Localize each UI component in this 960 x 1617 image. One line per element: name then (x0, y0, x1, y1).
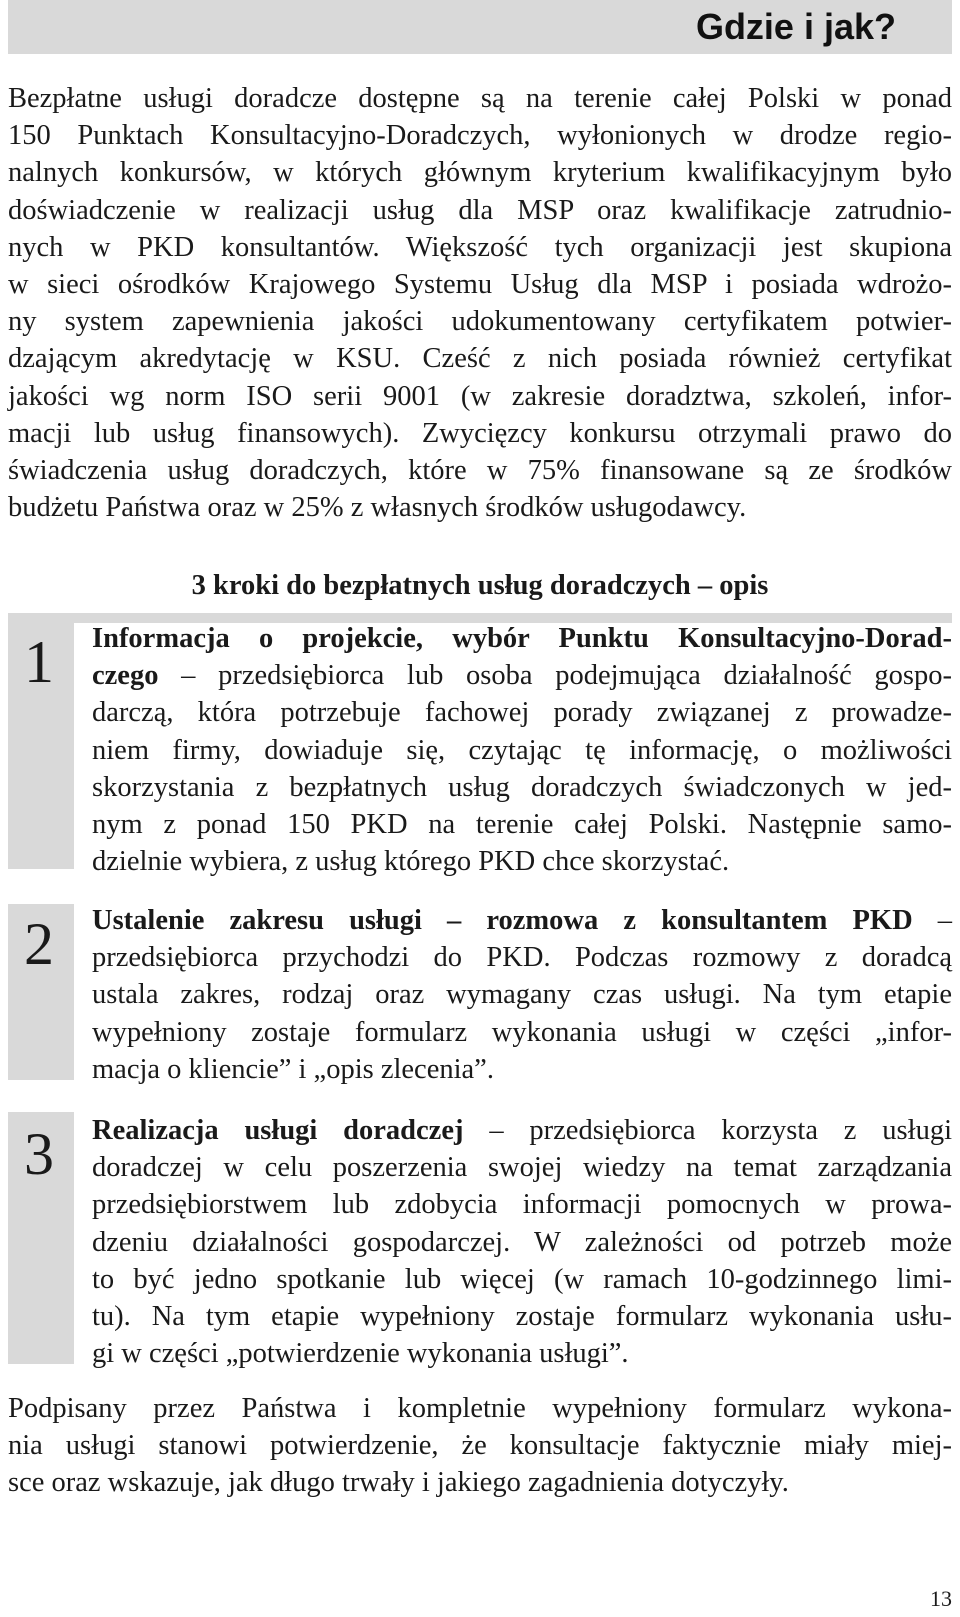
step-2-text: Ustalenie zakresu usługi – rozmowa z konsultantem PKD – przedsiębiorca przychodzi do PKD. Podczas rozmowy z doradcą ustala zakres, rodzaj oraz wymagany czas usługi. Na tym etapie wypełniony zostaje formularz wykonania usługi w części „infor- macja o kliencie” i „opis zlecenia”. (92, 902, 952, 1088)
text-line: przedsiębiorca przychodzi do PKD. Podczas rozmowy z doradcą (92, 942, 952, 974)
step-3-title: Realizacja usługi doradczej (92, 1115, 464, 1146)
closing-paragraph (8, 1390, 952, 1502)
text-line: ustala zakres, rodzaj oraz wymagany czas usługi. Na tym etapie (92, 979, 952, 1011)
text-line: budżetu Państwa oraz w 25% z własnych środków usługodawcy. (8, 492, 747, 524)
step-1-number: 1 (24, 629, 54, 695)
text-line: dzielnie wybiera, z usług którego PKD chce skorzystać. (92, 846, 730, 878)
text-line: macja o kliencie” i „opis zlecenia”. (92, 1053, 494, 1085)
step-2-title: Ustalenie zakresu usługi – rozmowa z konsultantem PKD (92, 905, 913, 936)
step-2-number: 2 (24, 911, 54, 977)
text-line: nych w PKD konsultantów. Większość tych organizacji jest skupiona (8, 231, 952, 263)
page-number: 13 (930, 1586, 952, 1611)
step-3-text: Realizacja usługi doradczej – przedsiębiorca korzysta z usługi doradczej w celu poszerzenia swojej wiedzy na temat zarządzania przedsiębiorstwem lub zdobycia informacji pomocnych w prowa- dzeniu działalności gospodarczej. W zależności od potrzeb może to być jedno spotkanie lub więcej (w ramach 10-godzinnego limi- tu). Na tym etapie wypełniony zostaje formularz wykonania usłu- gi w części „potwierdzenie wykonania usługi”. (92, 1112, 952, 1372)
step-1-title: Informacja o projekcie, wybór Punktu Konsultacyjno-Dorad- (92, 623, 952, 654)
text-line: darczą, która potrzebuje fachowej porady związanej z prowadze- (92, 697, 952, 729)
text-line: ny system zapewnienia jakości udokumentowany certyfikatem potwier- (8, 306, 952, 338)
text-line: jakości wg norm ISO serii 9001 (w zakresie doradztwa, szkoleń, infor- (8, 380, 952, 412)
text-line: doradczej w celu poszerzenia swojej wiedzy na temat zarządzania (92, 1152, 952, 1184)
text-line: w sieci ośrodków Krajowego Systemu Usług dla MSP i posiada wdrożo- (8, 268, 952, 300)
text-line: to być jedno spotkanie lub więcej (w ramach 10-godzinnego limi- (92, 1263, 952, 1295)
text-line: dzeniu działalności gospodarczej. W zależności od potrzeb może (92, 1226, 952, 1258)
step-3-number: 3 (24, 1121, 54, 1187)
text-line: gi w części „potwierdzenie wykonania usługi”. (92, 1338, 629, 1370)
text-line: 150 Punktach Konsultacyjno-Doradczych, wyłonionych w drodze regio- (8, 120, 952, 152)
title-bar (8, 0, 952, 54)
text-line: dzającym akredytację w KSU. Cześć z nich posiada również certyfikat (8, 343, 952, 375)
text-line: wypełniony zostaje formularz wykonania usługi w części „infor- (92, 1016, 952, 1048)
text-line: tu). Na tym etapie wypełniony zostaje formularz wykonania usłu- (92, 1300, 952, 1332)
text-line: doświadczenie w realizacji usług dla MSP oraz kwalifikacje zatrudnio- (8, 194, 952, 226)
text-line: skorzystania z bezpłatnych usług doradczych świadczonych w jed- (92, 771, 952, 803)
text-line: sce oraz wskazuje, jak długo trwały i jakiego zagadnienia dotyczyły. (8, 1467, 789, 1499)
text-line: nalnych konkursów, w których głównym kryterium kwalifikacyjnym było (8, 157, 952, 189)
text-line: przedsiębiorstwem lub zdobycia informacji pomocnych w prowa- (92, 1189, 952, 1221)
text-line: Bezpłatne usługi doradcze dostępne są na terenie całej Polski w ponad (8, 83, 952, 114)
text-line: nym z ponad 150 PKD na terenie całej Polski. Następnie samo- (92, 808, 952, 840)
step-1-text: Informacja o projekcie, wybór Punktu Konsultacyjno-Dorad- czego – przedsiębiorca lub osoba podejmująca działalność gospo- darczą, która potrzebuje fachowej porady związanej z prowadze- niem firmy, dowiaduje się, czytając tę informację, o możliwości skorzystania z bezpłatnych usług doradczych świadczonych w jed- nym z ponad 150 PKD na terenie całej Polski. Następnie samo- dzielnie wybiera, z usług którego PKD chce skorzystać. (92, 620, 952, 880)
text-line: Podpisany przez Państwa i kompletnie wypełniony formularz wykona- (8, 1393, 952, 1424)
text-line: nia usługi stanowi potwierdzenie, że konsultacje faktycznie miały miej- (8, 1430, 952, 1462)
page-title: Gdzie i jak? (695, 6, 896, 47)
text-line: macji lub usług finansowych). Zwycięzcy konkursu otrzymali prawo do (8, 417, 952, 449)
intro-paragraph (8, 80, 952, 526)
step-1-title-cont: czego (92, 660, 159, 692)
text-line: niem firmy, dowiaduje się, czytając tę informację, o możliwości (92, 734, 952, 766)
text-line: świadczenia usług doradczych, które w 75% finansowane są ze środków (8, 454, 952, 486)
steps-heading: 3 kroki do bezpłatnych usług doradczych – opis (191, 570, 769, 601)
